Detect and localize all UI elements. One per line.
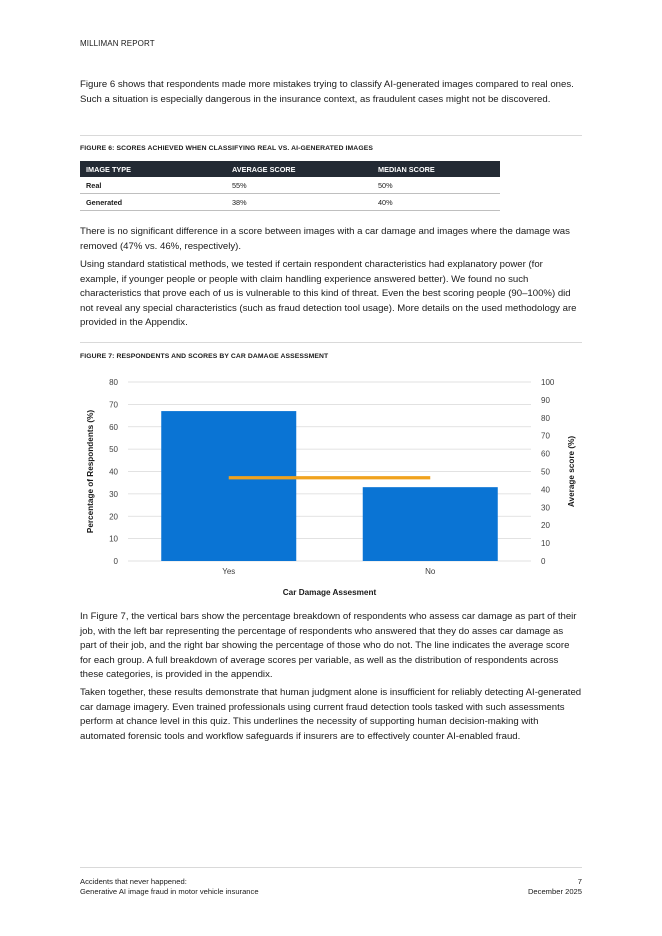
- y2-axis-title: Average score (%): [567, 435, 576, 508]
- table-cell-type: Generated: [80, 194, 226, 211]
- y2-tick-label: 10: [541, 539, 550, 549]
- table-cell-average: 55%: [226, 177, 372, 194]
- y-tick-label: 0: [113, 557, 118, 566]
- divider: [80, 135, 582, 136]
- y2-tick-label: 100: [541, 378, 555, 387]
- table-row: [80, 194, 500, 211]
- table-cell-type: Real: [80, 177, 226, 194]
- x-tick-label: No: [425, 567, 436, 576]
- table-cell-median: 40%: [372, 194, 500, 211]
- figure6-table: [80, 161, 500, 211]
- column-header: AVERAGE SCORE: [226, 161, 372, 177]
- bar-no: [363, 487, 498, 561]
- y2-tick-label: 50: [541, 467, 550, 477]
- table-cell-median: 50%: [372, 177, 500, 194]
- table-row: [80, 177, 500, 194]
- footer-title-line2: Generative AI image fraud in motor vehicle insurance: [80, 887, 259, 896]
- footer-right: [528, 877, 582, 897]
- intro-paragraph: Figure 6 shows that respondents made more mistakes trying to classify AI-generated images compared to real ones. Such a situation is especially dangerous in the insurance context, as fraudulent cases might not be discovered.: [80, 79, 574, 105]
- y-tick-label: 50: [109, 445, 118, 455]
- y-tick-label: 70: [109, 400, 118, 410]
- divider: [80, 342, 582, 343]
- x-axis-title: Car Damage Assesment: [282, 588, 377, 597]
- footer-title-line1: Accidents that never happened:: [80, 877, 187, 886]
- paragraph-2: There is no significant difference in a score between images with a car damage and images where the damage was removed (47% vs. 46%, respectively).: [80, 226, 570, 252]
- table-header-row: [80, 161, 500, 177]
- y2-tick-label: 20: [541, 521, 550, 531]
- figure7-chart: [80, 370, 582, 602]
- bar-yes: [161, 411, 296, 561]
- y2-tick-label: 30: [541, 503, 550, 513]
- y-tick-label: 80: [109, 378, 118, 387]
- y2-tick-label: 60: [541, 449, 550, 459]
- y2-tick-label: 0: [541, 557, 546, 566]
- paragraph-3: Using standard statistical methods, we tested if certain respondent characteristics had explanatory power (for example, if younger people or people with claim handling experience answered better). We found no such characteristics that prove each of us is vulnerable to this kind of threat. Even the best scoring people (90–100%) did not reveal any special characteristics (such as fraud detection tool usage). More details on the used methodology are provided in the Appendix.: [80, 259, 577, 329]
- table-cell-average: 38%: [226, 194, 372, 211]
- y-tick-label: 30: [109, 489, 118, 499]
- x-tick-label: Yes: [222, 567, 236, 576]
- y2-tick-label: 90: [541, 395, 550, 405]
- y2-tick-label: 70: [541, 431, 550, 441]
- column-header: MEDIAN SCORE: [372, 161, 500, 177]
- footer-date: December 2025: [527, 887, 582, 896]
- y-tick-label: 60: [109, 422, 118, 432]
- column-header: IMAGE TYPE: [80, 161, 226, 177]
- y-tick-label: 20: [109, 512, 118, 522]
- y-tick-label: 10: [109, 534, 118, 544]
- figure6-title: FIGURE 6: SCORES ACHIEVED WHEN CLASSIFYING REAL VS. AI-GENERATED IMAGES: [80, 145, 373, 152]
- page-number: 7: [577, 877, 582, 886]
- figure7-title: FIGURE 7: RESPONDENTS AND SCORES BY CAR DAMAGE ASSESSMENT: [80, 353, 329, 360]
- footer-divider: [80, 867, 582, 868]
- paragraph-4: In Figure 7, the vertical bars show the percentage breakdown of respondents who assess car damage as part of their job, with the left bar representing the percentage of respondents who answered that they do asses car damage as part of their job, and the right bar showing the percentage of those who do not. The line indicates the average score for each group. A full breakdown of average scores per variable, as well as the distribution of respondents across these categories, is provided in the appendix.: [80, 611, 577, 681]
- y2-tick-label: 40: [541, 485, 550, 495]
- y2-tick-label: 80: [541, 413, 550, 423]
- footer-left: [80, 877, 259, 897]
- y-tick-label: 40: [109, 467, 118, 477]
- report-header: MILLIMAN REPORT: [80, 39, 155, 48]
- y-axis-title: Percentage of Respondents (%): [86, 409, 95, 534]
- paragraph-5: Taken together, these results demonstrate that human judgment alone is insufficient for reliably detecting AI-generated car damage imagery. Even trained professionals using current fraud detection tools tasked with such assessments perform at chance level in this quiz. This underlines the necessity of supporting human decision-making with automated forensic tools and workflow safeguards if insurers are to effectively counter AI-enabled fraud.: [80, 687, 582, 742]
